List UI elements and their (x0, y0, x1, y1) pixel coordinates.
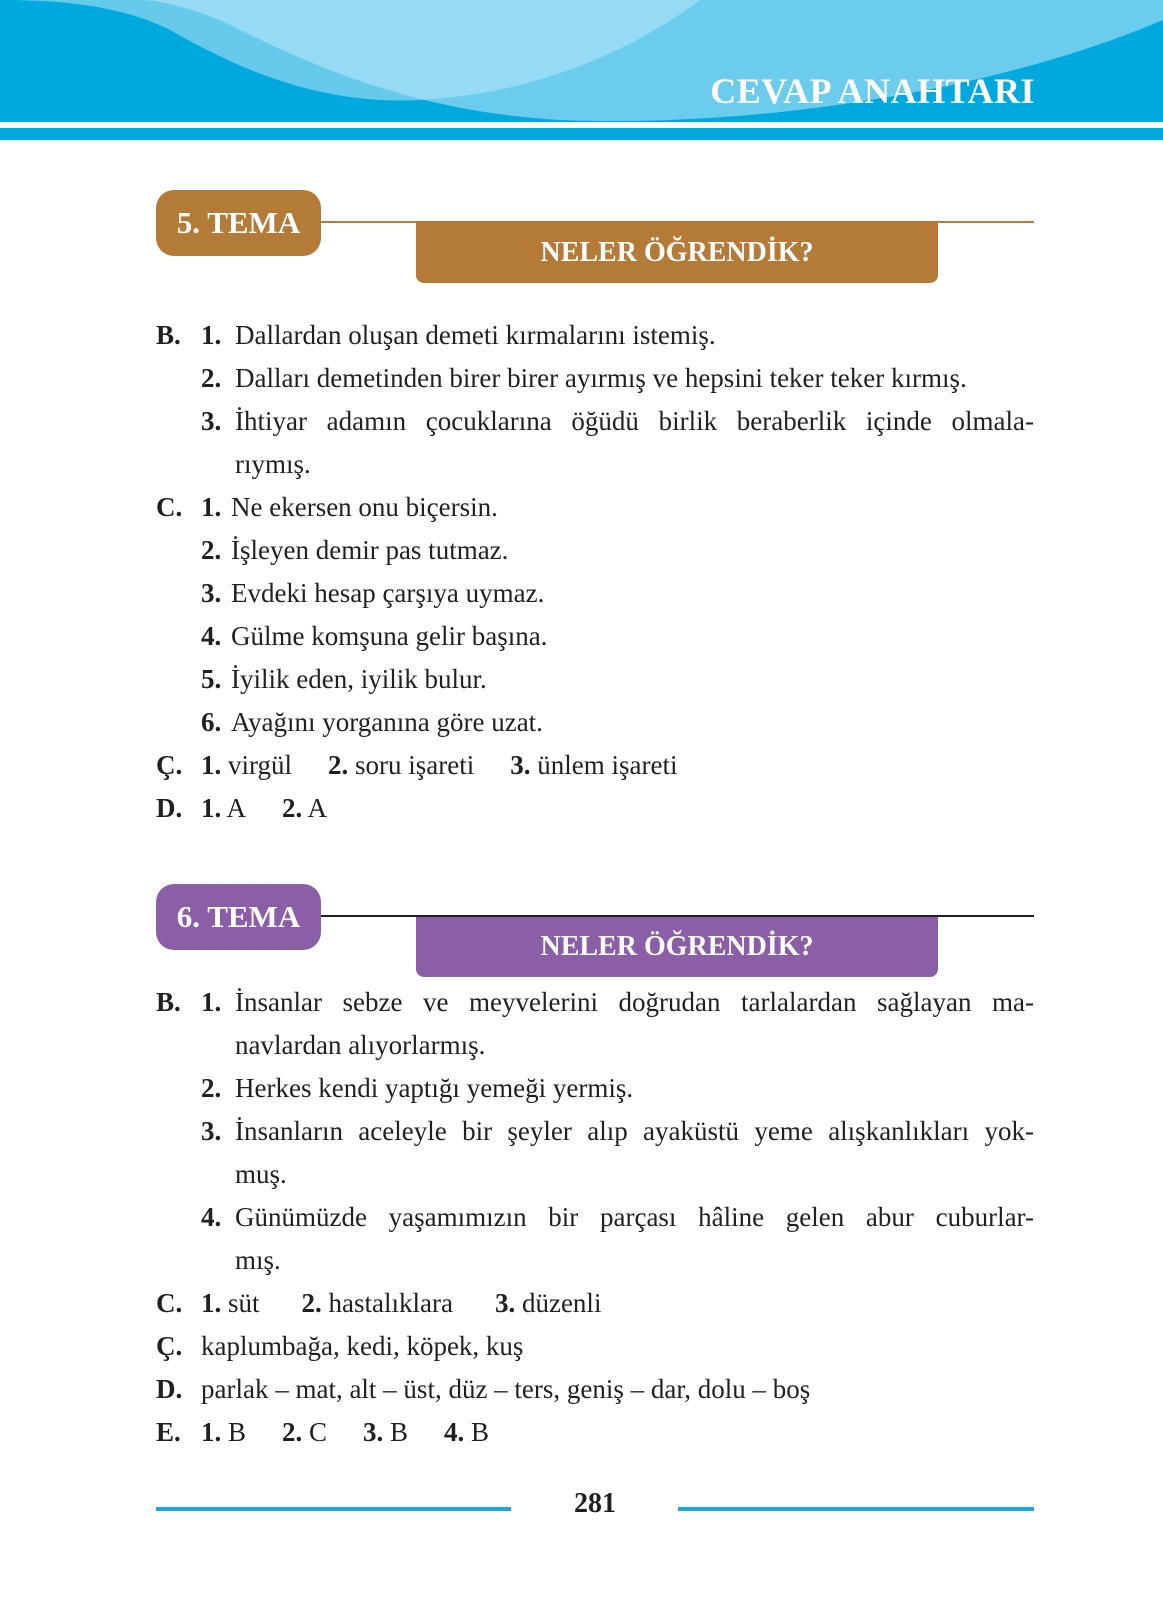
item-number: 6. (201, 707, 222, 737)
answer-row (156, 1153, 1034, 1196)
item-number: 1. (201, 750, 222, 780)
answer-text: Günümüzde yaşamımızın bir parçası hâline gelen abur cuburlar- (235, 1202, 1034, 1232)
answer-row (156, 572, 1034, 615)
answer-row (156, 658, 1034, 701)
answer-text: Evdeki hesap çarşıya uymaz. (231, 578, 545, 608)
item-number: 1. (201, 793, 222, 823)
answer-row (156, 486, 1034, 529)
item-number: 2. (328, 750, 349, 780)
item-number: 4. (201, 1202, 222, 1232)
answer-row (156, 1239, 1034, 1282)
answer-text: Gülme komşuna gelir başına. (231, 621, 548, 651)
item-number: 3. (201, 406, 222, 436)
answer-row (156, 314, 1034, 357)
answer-row (156, 443, 1034, 486)
item-number: 4. (444, 1417, 465, 1447)
answer-row (156, 1325, 1034, 1368)
item-number: 3. (201, 578, 222, 608)
item-number: 3. (363, 1417, 384, 1447)
answer-text: Ne ekersen onu biçersin. (231, 492, 498, 522)
inline-answers (201, 1282, 601, 1325)
tema-6-label: 6. TEMA (156, 884, 321, 950)
item-number: 2. (282, 793, 303, 823)
item-number: 1. (201, 492, 222, 522)
item-number: 2. (201, 1073, 222, 1103)
item-number: 1. (201, 320, 222, 350)
tema-6-neler-ogrendik: NELER ÖĞRENDİK? (416, 917, 938, 977)
answer-text: parlak – mat, alt – üst, düz – ters, geniş – dar, dolu – boş (201, 1374, 811, 1404)
section-letter: C. (156, 492, 183, 522)
section-letter: B. (156, 987, 181, 1017)
answer-row (156, 1067, 1034, 1110)
answer-row (156, 1196, 1034, 1239)
section-letter: C. (156, 1288, 183, 1318)
answer-row (156, 744, 1034, 787)
item-number: 1. (201, 1288, 222, 1318)
answer-row (156, 615, 1034, 658)
answer-row (156, 400, 1034, 443)
answer-row (156, 1110, 1034, 1153)
item-number: 2. (201, 535, 222, 565)
answer-text: hastalıklara (328, 1288, 453, 1318)
item-number: 2. (301, 1288, 322, 1318)
answer-text: İyilik eden, iyilik bulur. (231, 664, 487, 694)
answer-text: İnsanların aceleyle bir şeyler alıp ayaküstü yeme alışkanlıkları yok- (235, 1116, 1034, 1146)
item-number: 3. (494, 1288, 516, 1318)
inline-answers (201, 744, 677, 787)
page-title: CEVAP ANAHTARI (710, 71, 1035, 111)
section-letter: D. (156, 793, 183, 823)
answer-text: Dalları demetinden birer birer ayırmış ve hepsini teker teker kırmış. (235, 363, 967, 393)
section-letter: D. (156, 1374, 183, 1404)
section-letter: B. (156, 320, 181, 350)
answer-row (156, 1282, 1034, 1325)
item-number: 3. (201, 1116, 222, 1146)
tema-5-neler-ogrendik: NELER ÖĞRENDİK? (416, 223, 938, 283)
inline-answers (201, 787, 327, 830)
answer-text: soru işareti (355, 750, 475, 780)
answer-row (156, 981, 1034, 1024)
answer-text: virgül (228, 750, 293, 780)
answer-text: İhtiyar adamın çocuklarına öğüdü birlik beraberlik içinde olmala- (235, 406, 1034, 436)
answer-text-continued: rıymış. (235, 449, 311, 479)
answer-row (156, 1368, 1034, 1411)
answer-row (156, 1411, 1034, 1454)
answer-text: ünlem işareti (537, 750, 678, 780)
footer-rule-left (156, 1507, 511, 1511)
answer-row (156, 357, 1034, 400)
inline-answers (201, 1411, 489, 1454)
item-number: 1. (201, 987, 222, 1017)
answer-text: A (226, 793, 247, 823)
answer-text-continued: navlardan alıyorlarmış. (235, 1030, 486, 1060)
answer-text: İnsanlar sebze ve meyvelerini doğrudan tarlalardan sağlayan ma- (235, 987, 1034, 1017)
footer-rule-right (678, 1507, 1034, 1511)
answer-text: süt (228, 1288, 260, 1318)
item-number: 3. (510, 750, 531, 780)
tema-5-answers (156, 314, 1034, 830)
item-number: 2. (201, 363, 222, 393)
section-letter: Ç. (156, 1331, 183, 1361)
tema-5-label: 5. TEMA (156, 190, 321, 256)
answer-text: kaplumbağa, kedi, köpek, kuş (201, 1331, 524, 1361)
answer-text: Ayağını yorganına göre uzat. (231, 707, 543, 737)
answer-row (156, 1024, 1034, 1067)
answer-text: B (228, 1417, 247, 1447)
item-number: 1. (201, 1417, 222, 1447)
answer-text: Dallardan oluşan demeti kırmalarını istemiş. (235, 320, 716, 350)
answer-text: düzenli (521, 1288, 602, 1318)
page-header (0, 0, 1163, 145)
item-number: 4. (201, 621, 222, 651)
item-number: 5. (201, 664, 222, 694)
answer-row (156, 787, 1034, 830)
section-letter: E. (156, 1417, 181, 1447)
answer-text: B (471, 1417, 490, 1447)
answer-text: A (307, 793, 328, 823)
answer-text-continued: muş. (235, 1159, 287, 1189)
section-letter: Ç. (156, 750, 183, 780)
answer-text: C (309, 1417, 328, 1447)
answer-text: İşleyen demir pas tutmaz. (231, 535, 509, 565)
answer-text: Herkes kendi yaptığı yemeği yermiş. (235, 1073, 634, 1103)
answer-row (156, 529, 1034, 572)
answer-text-continued: mış. (235, 1245, 281, 1275)
tema-6-answers (156, 981, 1034, 1454)
page-number: 281 (574, 1488, 616, 1519)
answer-row (156, 701, 1034, 744)
item-number: 2. (282, 1417, 303, 1447)
answer-text: B (390, 1417, 409, 1447)
